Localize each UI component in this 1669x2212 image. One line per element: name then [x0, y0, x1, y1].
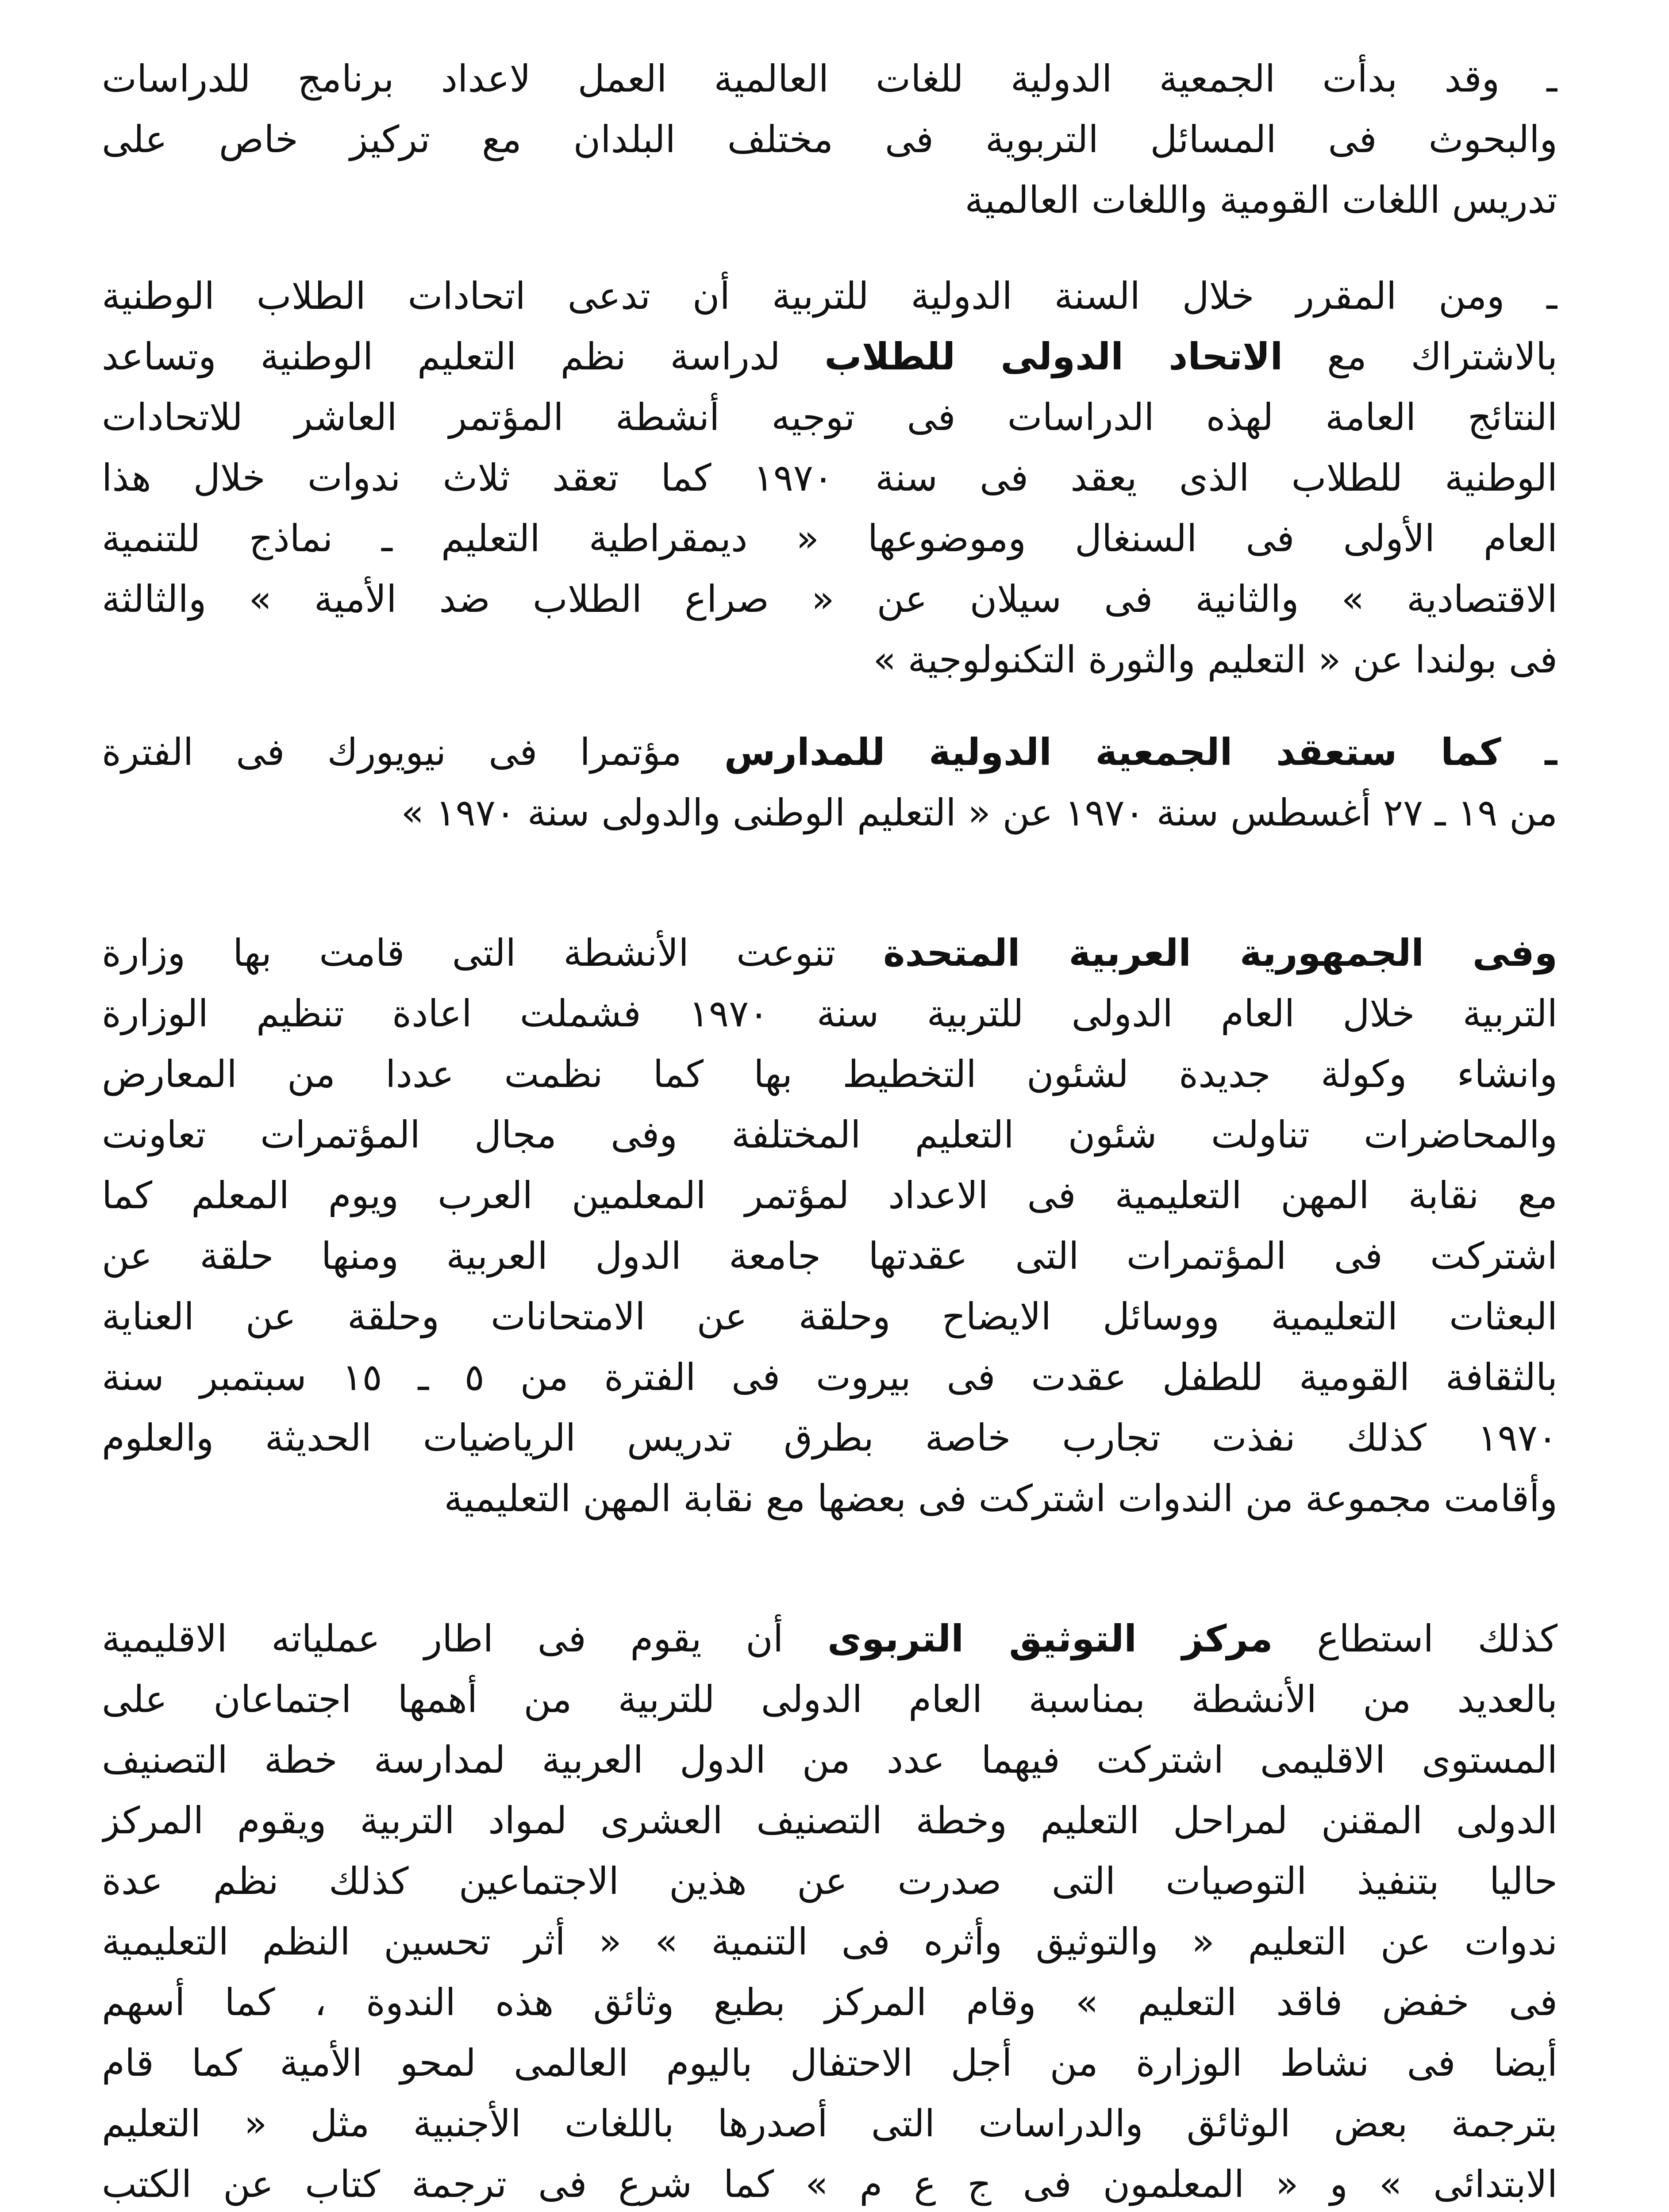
- text-line: حاليا بتنفيذ التوصيات التى صدرت عن هذين الاجتماعين كذلك نظم عدة: [102, 1859, 1557, 1903]
- inline-text: أن يقوم فى اطار عملياته الاقليمية: [102, 1617, 784, 1660]
- text-line: [102, 923, 1557, 983]
- text-line: فى خفض فاقد التعليم » وقام المركز بطبع وثائق هذه الندوة ، كما أسهم: [102, 1981, 1557, 2024]
- document-page: [102, 49, 1557, 2212]
- text-line: الاقتصادية » والثانية فى سيلان عن « صراع الطلاب ضد الأمية » والثالثة: [102, 577, 1557, 621]
- text-line: [102, 1609, 1557, 1669]
- text-line: بالثقافة القومية للطفل عقدت فى بيروت فى الفترة من ٥ ـ ١٥ سبتمبر سنة: [102, 1356, 1557, 1399]
- text-line: المستوى الاقليمى اشتركت فيهما عدد من الدول العربية لمدارسة خطة التصنيف: [102, 1738, 1557, 1782]
- inline-text: لدراسة نظم التعليم الوطنية وتساعد: [102, 335, 781, 378]
- text-line: ـ وقد بدأت الجمعية الدولية للغات العالمية العمل لاعداد برنامج للدراسات: [102, 57, 1557, 100]
- text-line: والبحوث فى المسائل التربوية فى مختلف البلدان مع تركيز خاص على: [102, 118, 1557, 161]
- text-line: فى بولندا عن « التعليم والثورة التكنولوجية »: [873, 638, 1557, 681]
- text-line: مع نقابة المهن التعليمية فى الاعداد لمؤتمر المعلمين العرب ويوم المعلم كما: [102, 1174, 1557, 1217]
- text-line: الوطنية للطلاب الذى يعقد فى سنة ١٩٧٠ كما تعقد ثلاث ندوات خلال هذا: [102, 456, 1557, 499]
- text-line: وانشاء وكولة جديدة لشئون التخطيط بها كما نظمت عددا من المعارض: [102, 1052, 1557, 1096]
- bold-phrase: مركز التوثيق التربوى: [827, 1617, 1273, 1660]
- text-line: أيضا فى نشاط الوزارة من أجل الاحتفال باليوم العالمى لمحو الأمية كما قام: [102, 2041, 1557, 2085]
- paragraph-5: [102, 1609, 1557, 2212]
- inline-text: بالاشتراك مع: [1327, 335, 1557, 378]
- text-line: من ١٩ ـ ٢٧ أغسطس سنة ١٩٧٠ عن « التعليم الوطنى والدولى سنة ١٩٧٠ »: [401, 791, 1557, 834]
- paragraph-1: [102, 49, 1557, 230]
- text-line: البعثات التعليمية ووسائل الايضاح وحلقة عن الامتحانات وحلقة عن العناية: [102, 1295, 1557, 1338]
- text-line: ندوات عن التعليم « والتوثيق وأثره فى التنمية » « أثر تحسين النظم التعليمية: [102, 1920, 1557, 1963]
- bold-phrase: الاتحاد الدولى للطلاب: [824, 335, 1283, 378]
- bold-phrase: وفى الجمهورية العربية المتحدة: [883, 931, 1557, 975]
- text-line: التربية خلال العام الدولى للتربية سنة ١٩٧٠ فشملت اعادة تنظيم الوزارة: [102, 992, 1557, 1035]
- text-line: وأقامت مجموعة من الندوات اشتركت فى بعضها مع نقابة المهن التعليمية: [444, 1477, 1557, 1520]
- text-line: الدولى المقنن لمراحل التعليم وخطة التصنيف العشرى لمواد التربية ويقوم المركز: [102, 1799, 1557, 1842]
- inline-text: مؤتمرا فى نيويورك فى الفترة: [102, 730, 682, 774]
- text-line: بالعديد من الأنشطة بمناسبة العام الدولى للتربية من أهمها اجتماعان على: [102, 1678, 1557, 1721]
- paragraph-4: [102, 923, 1557, 1529]
- text-line: اشتركت فى المؤتمرات التى عقدتها جامعة الدول العربية ومنها حلقة عن: [102, 1234, 1557, 1278]
- inline-text: كذلك استطاع: [1317, 1617, 1557, 1660]
- text-line: الابتدائى » و « المعلمون فى ج ع م » كما شرع فى ترجمة كتاب عن الكتب: [102, 2162, 1557, 2206]
- text-line: العام الأولى فى السنغال وموضوعها « ديمقراطية التعليم ـ نماذج للتنمية: [102, 517, 1557, 560]
- text-line: ١٩٧٠ كذلك نفذت تجارب خاصة بطرق تدريس الرياضيات الحديثة والعلوم: [102, 1416, 1557, 1459]
- text-line: بترجمة بعض الوثائق والدراسات التى أصدرها باللغات الأجنبية مثل « التعليم: [102, 2102, 1557, 2145]
- text-line: [102, 326, 1557, 387]
- paragraph-3: [102, 722, 1557, 843]
- text-line: تدريس اللغات القومية واللغات العالمية: [965, 178, 1557, 222]
- text-line: [102, 722, 1557, 783]
- inline-text: تنوعت الأنشطة التى قامت بها وزارة: [102, 931, 836, 975]
- text-line: النتائج العامة لهذه الدراسات فى توجيه أنشطة المؤتمر العاشر للاتحادات: [102, 396, 1557, 439]
- bold-phrase: ـ كما ستعقد الجمعية الدولية للمدارس: [724, 730, 1557, 774]
- text-line: ـ ومن المقرر خلال السنة الدولية للتربية أن تدعى اتحادات الطلاب الوطنية: [102, 274, 1557, 318]
- paragraph-2: [102, 266, 1557, 690]
- text-line: والمحاضرات تناولت شئون التعليم المختلفة وفى مجال المؤتمرات تعاونت: [102, 1113, 1557, 1156]
